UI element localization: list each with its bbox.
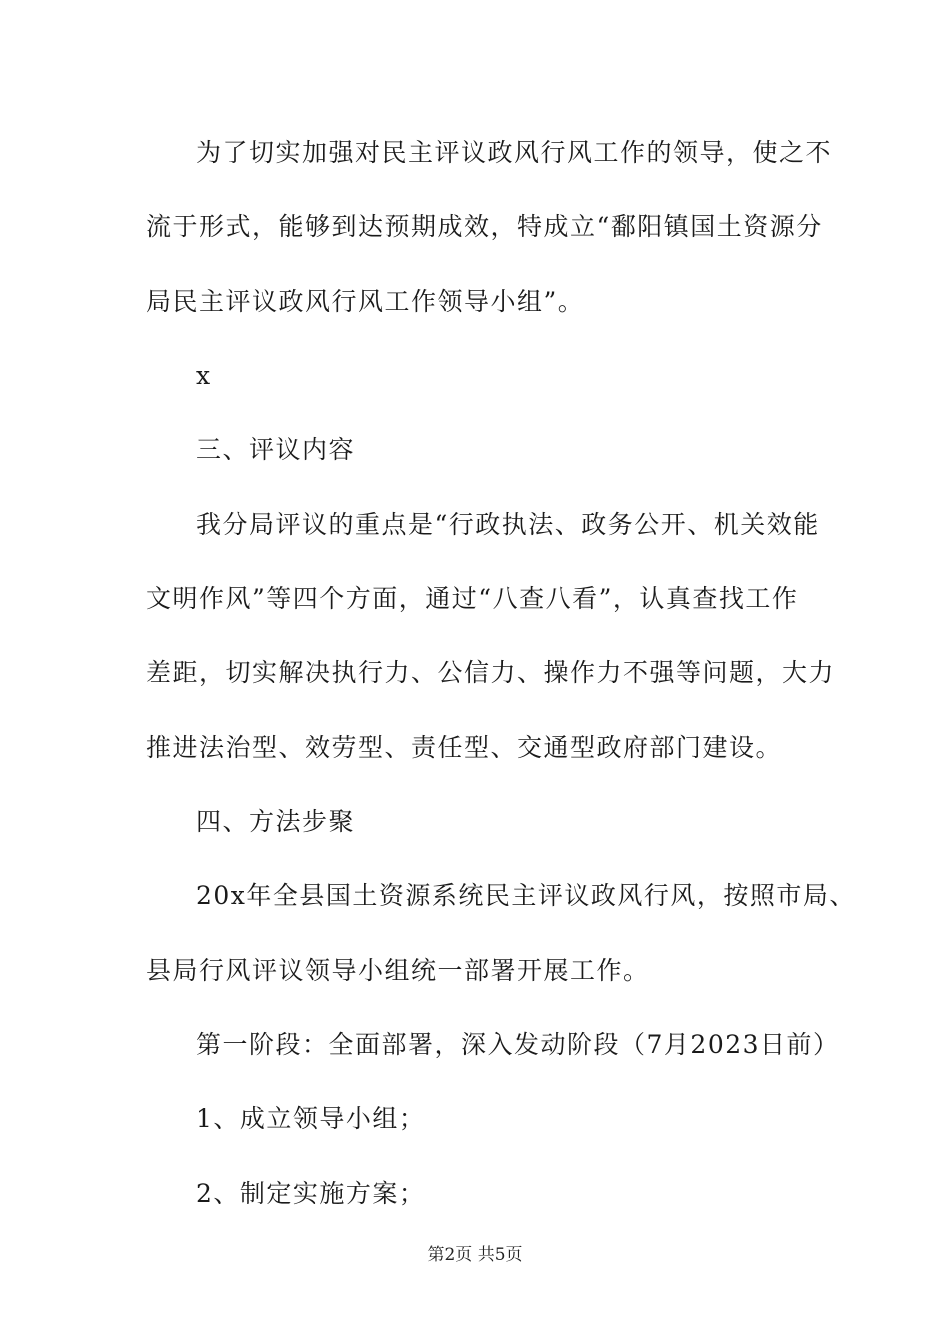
paragraph-line: x	[196, 361, 212, 390]
paragraph-line: 第一阶段：全面部署，深入发动阶段（7月2023日前）	[196, 1030, 840, 1059]
paragraph-line: 流于形式，能够到达预期成效，特成立“鄱阳镇国土资源分	[146, 212, 823, 241]
paragraph-line: 推进法治型、效劳型、责任型、交通型政府部门建设。	[146, 733, 783, 762]
paragraph-line: 20x年全县国土资源系统民主评议政风行风，按照市局、	[196, 881, 856, 910]
paragraph-line: 局民主评议政风行风工作领导小组”。	[146, 287, 585, 316]
paragraph-line: 我分局评议的重点是“行政执法、政务公开、机关效能	[196, 510, 820, 539]
paragraph-line: 县局行风评议领导小组统一部署开展工作。	[146, 956, 650, 985]
page-number-footer: 第2页 共5页	[427, 1245, 523, 1265]
paragraph-line: 为了切实加强对民主评议政风行风工作的领导，使之不	[196, 138, 833, 167]
section-heading: 四、方法步聚	[196, 807, 356, 836]
paragraph-line: 差距，切实解决执行力、公信力、操作力不强等问题，大力	[146, 658, 836, 687]
paragraph-line: 文明作风”等四个方面，通过“八查八看”，认真查找工作	[146, 584, 799, 613]
section-heading: 三、评议内容	[196, 435, 356, 464]
list-item: 1、成立领导小组；	[196, 1104, 426, 1133]
list-item: 2、制定实施方案；	[196, 1179, 426, 1208]
